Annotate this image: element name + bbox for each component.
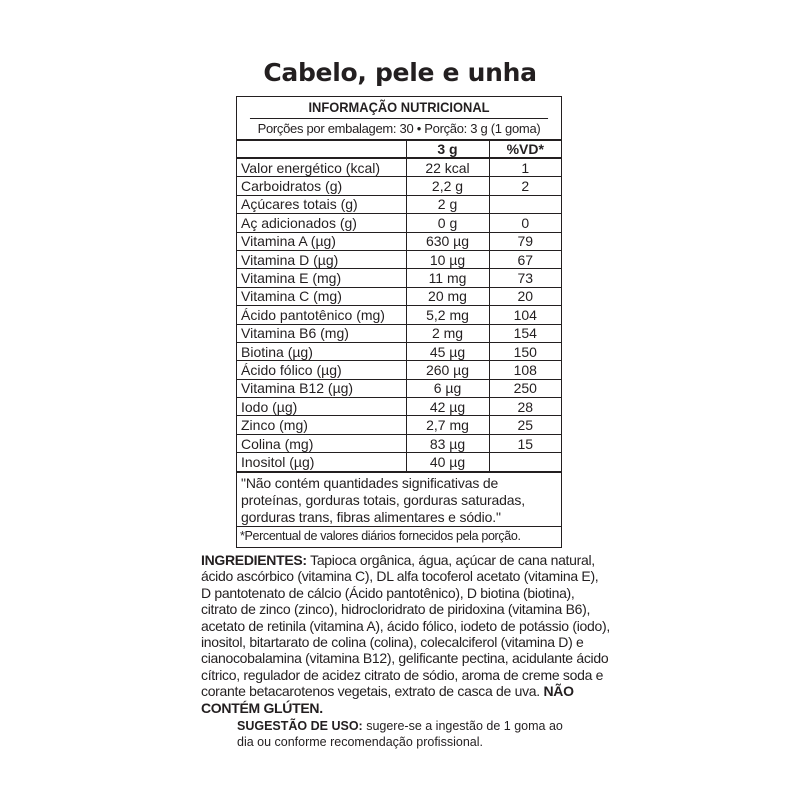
nutrient-amount: 83 µg (406, 434, 489, 452)
nutrition-row (237, 306, 561, 324)
nutrient-amount: 22 kcal (406, 158, 489, 177)
nutrient-name: Carboidratos (g) (237, 177, 406, 195)
nutrient-amount: 5,2 mg (406, 306, 489, 324)
daily-value-footnote: *Percentual de valores diários fornecidos pela porção. (237, 526, 561, 545)
nutrient-daily-value: 1 (489, 158, 561, 177)
nutrient-daily-value: 79 (489, 232, 561, 250)
nutrition-row (237, 158, 561, 177)
nutrient-daily-value: 104 (489, 306, 561, 324)
nutrient-name: Zinco (mg) (237, 416, 406, 434)
nutrient-daily-value: 15 (489, 434, 561, 452)
nutrient-daily-value: 150 (489, 342, 561, 360)
nutrient-name: Colina (mg) (237, 434, 406, 452)
ingredients-label: INGREDIENTES: (201, 552, 307, 568)
nutrient-amount: 6 µg (406, 379, 489, 397)
nutrient-name: Vitamina C (mg) (237, 287, 406, 305)
nutrient-name: Inositol (µg) (237, 453, 406, 471)
nutrient-amount: 45 µg (406, 342, 489, 360)
nutrition-row (237, 269, 561, 287)
nutrition-row (237, 342, 561, 360)
nutrient-amount: 2 g (406, 195, 489, 213)
nutrition-note: "Não contém quantidades significativas de proteínas, gorduras totais, gorduras saturadas, gorduras trans, fibras alimentares e sódio." (237, 472, 561, 526)
nutrient-daily-value: 2 (489, 177, 561, 195)
nutrient-amount: 630 µg (406, 232, 489, 250)
nutrient-name: Biotina (µg) (237, 342, 406, 360)
nutrient-daily-value (489, 453, 561, 471)
nutrition-row (237, 453, 561, 471)
nutrient-daily-value: 20 (489, 287, 561, 305)
nutrition-facts-panel (236, 96, 562, 548)
nutrient-amount: 2,2 g (406, 177, 489, 195)
nutrient-name: Iodo (µg) (237, 398, 406, 416)
nutrition-row (237, 416, 561, 434)
nutrient-name: Açúcares totais (g) (237, 195, 406, 213)
nutrition-row (237, 232, 561, 250)
nutrient-name: Vitamina E (mg) (237, 269, 406, 287)
nutrient-amount: 11 mg (406, 269, 489, 287)
nutrition-row (237, 361, 561, 379)
nutrient-daily-value: 67 (489, 250, 561, 268)
nutrition-row (237, 250, 561, 268)
nutrient-amount: 2,7 mg (406, 416, 489, 434)
nutrition-row (237, 195, 561, 213)
nutrient-name: Valor energético (kcal) (237, 158, 406, 177)
gluten-free-statement: NÃO CONTÉM GLÚTEN. (201, 683, 574, 716)
ingredients-paragraph (201, 552, 611, 716)
ingredients-text: Tapioca orgânica, água, açúcar de cana natural, ácido ascórbico (vitamina C), DL alfa tocoferol acetato (vitamina E), D pantotenato de cálcio (Ácido pantotênico), D biotina (biotina), citrato de zinco (zinco), hidrocloridrato de piridoxina (vitamina B6), acetato de retinila (vitamina A), ácido fólico, iodeto de potássio (iodo), inositol, bitartarato de colina (colina), colecalciferol (vitamina D) e cianocobalamina (vitamina B12), gelificante pectina, acidulante ácido cítrico, regulador de acidez citrato de sódio, aroma de creme soda e corante betacarotenos vegetais, extrato de casca de uva. (201, 552, 610, 700)
nutrient-daily-value: 154 (489, 324, 561, 342)
nutrition-row (237, 434, 561, 452)
nutrition-rows (237, 158, 561, 471)
nutrition-row (237, 287, 561, 305)
nutrient-daily-value (489, 195, 561, 213)
nutrient-name: Ácido fólico (µg) (237, 361, 406, 379)
usage-text: sugere-se a ingestão de 1 goma ao dia ou conforme recomendação profissional. (237, 719, 563, 749)
nutrient-amount: 20 mg (406, 287, 489, 305)
nutrient-name: Aç adicionados (g) (237, 214, 406, 232)
nutrient-amount: 10 µg (406, 250, 489, 268)
servings-info: Porções por embalagem: 30 • Porção: 3 g (1 goma) (237, 119, 561, 141)
nutrient-amount: 40 µg (406, 453, 489, 471)
nutrient-amount: 260 µg (406, 361, 489, 379)
nutrient-name: Vitamina A (µg) (237, 232, 406, 250)
nutrition-table (237, 141, 561, 472)
nutrient-amount: 42 µg (406, 398, 489, 416)
nutrition-heading: INFORMAÇÃO NUTRICIONAL (250, 97, 548, 119)
nutrition-header-row (237, 141, 561, 158)
nutrition-row (237, 398, 561, 416)
nutrient-daily-value: 0 (489, 214, 561, 232)
nutrition-row (237, 324, 561, 342)
usage-label: SUGESTÃO DE USO: (237, 719, 363, 733)
header-daily-value: %VD* (489, 141, 561, 158)
nutrition-row (237, 214, 561, 232)
nutrient-amount: 2 mg (406, 324, 489, 342)
nutrient-name: Ácido pantotênico (mg) (237, 306, 406, 324)
nutrient-daily-value: 28 (489, 398, 561, 416)
nutrient-daily-value: 73 (489, 269, 561, 287)
nutrient-daily-value: 108 (489, 361, 561, 379)
header-amount: 3 g (406, 141, 489, 158)
nutrition-row (237, 379, 561, 397)
usage-suggestion (237, 718, 567, 750)
product-title: Cabelo, pele e unha (263, 58, 537, 87)
nutrient-name: Vitamina D (µg) (237, 250, 406, 268)
nutrition-row (237, 177, 561, 195)
nutrient-daily-value: 25 (489, 416, 561, 434)
header-nutrient (237, 141, 406, 158)
nutrient-amount: 0 g (406, 214, 489, 232)
nutrient-name: Vitamina B6 (mg) (237, 324, 406, 342)
nutrient-name: Vitamina B12 (µg) (237, 379, 406, 397)
nutrient-daily-value: 250 (489, 379, 561, 397)
